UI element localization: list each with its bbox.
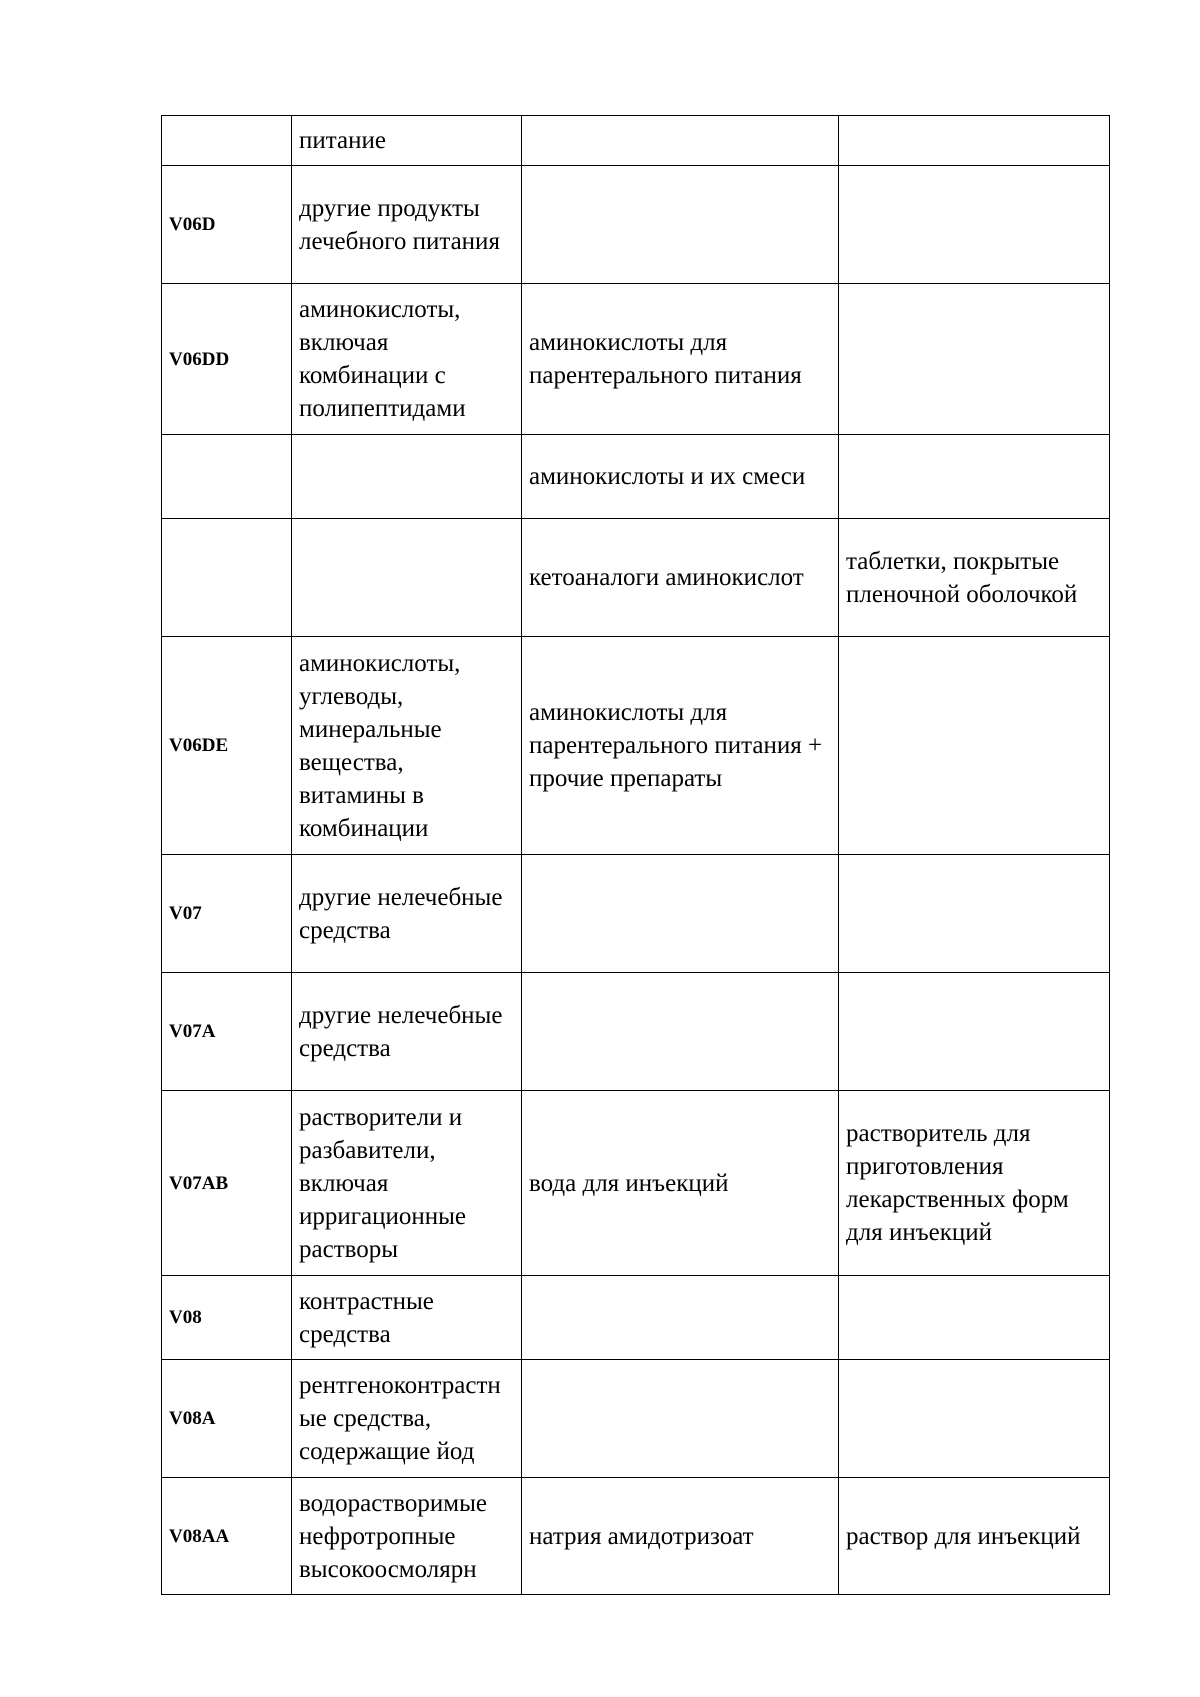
group-name-cell: аминокислоты, углеводы, минеральные вещества, витамины в комбинации <box>292 637 522 855</box>
group-name-cell: другие нелечебные средства <box>292 855 522 973</box>
group-name-cell: растворители и разбавители, включая ирригационные растворы <box>292 1091 522 1276</box>
drug-name-cell: натрия амидотризоат <box>522 1478 839 1595</box>
atc-code-cell <box>162 435 292 519</box>
table-row <box>162 1276 1110 1360</box>
table-row <box>162 519 1110 637</box>
dosage-form-cell: растворитель для приготовления лекарственных форм для инъекций <box>839 1091 1110 1276</box>
table-row <box>162 637 1110 855</box>
group-name-cell: другие нелечебные средства <box>292 973 522 1091</box>
drug-name-cell: кетоаналоги аминокислот <box>522 519 839 637</box>
table-row <box>162 855 1110 973</box>
atc-code-cell: V07A <box>162 973 292 1091</box>
group-name-cell: рентгеноконтрастные средства, содержащие йод <box>292 1360 522 1478</box>
atc-code-cell: V06DD <box>162 284 292 435</box>
atc-code-cell: V07AB <box>162 1091 292 1276</box>
group-name-cell <box>292 519 522 637</box>
dosage-form-cell: таблетки, покрытые пленочной оболочкой <box>839 519 1110 637</box>
dosage-form-cell <box>839 1360 1110 1478</box>
drug-name-cell <box>522 1276 839 1360</box>
atc-code-cell: V06D <box>162 166 292 284</box>
dosage-form-cell <box>839 973 1110 1091</box>
atc-code-cell <box>162 116 292 166</box>
dosage-form-cell <box>839 637 1110 855</box>
drug-name-cell <box>522 116 839 166</box>
atc-code-cell <box>162 519 292 637</box>
drug-name-cell: вода для инъекций <box>522 1091 839 1276</box>
dosage-form-cell: раствор для инъекций <box>839 1478 1110 1595</box>
atc-code-cell: V08 <box>162 1276 292 1360</box>
table-row <box>162 1360 1110 1478</box>
atc-code-cell: V06DE <box>162 637 292 855</box>
table-row <box>162 284 1110 435</box>
dosage-form-cell <box>839 166 1110 284</box>
atc-code-cell: V07 <box>162 855 292 973</box>
group-name-cell <box>292 435 522 519</box>
drug-name-cell: аминокислоты для парентерального питания <box>522 284 839 435</box>
dosage-form-cell <box>839 855 1110 973</box>
drug-name-cell <box>522 973 839 1091</box>
drug-name-cell <box>522 1360 839 1478</box>
group-name-cell: аминокислоты, включая комбинации с полипептидами <box>292 284 522 435</box>
drug-name-cell <box>522 855 839 973</box>
drug-name-cell: аминокислоты и их смеси <box>522 435 839 519</box>
dosage-form-cell <box>839 1276 1110 1360</box>
group-name-cell: другие продукты лечебного питания <box>292 166 522 284</box>
table-row <box>162 1091 1110 1276</box>
atc-code-cell: V08AA <box>162 1478 292 1595</box>
dosage-form-cell <box>839 284 1110 435</box>
group-name-cell: водорастворимые нефротропные высокоосмолярн <box>292 1478 522 1595</box>
drug-name-cell <box>522 166 839 284</box>
table-row <box>162 116 1110 166</box>
atc-table <box>161 115 1110 1595</box>
dosage-form-cell <box>839 435 1110 519</box>
table-row <box>162 435 1110 519</box>
table-row <box>162 1478 1110 1595</box>
table-row <box>162 166 1110 284</box>
table-row <box>162 973 1110 1091</box>
atc-code-cell: V08A <box>162 1360 292 1478</box>
group-name-cell: контрастные средства <box>292 1276 522 1360</box>
dosage-form-cell <box>839 116 1110 166</box>
drug-name-cell: аминокислоты для парентерального питания + прочие препараты <box>522 637 839 855</box>
group-name-cell: питание <box>292 116 522 166</box>
